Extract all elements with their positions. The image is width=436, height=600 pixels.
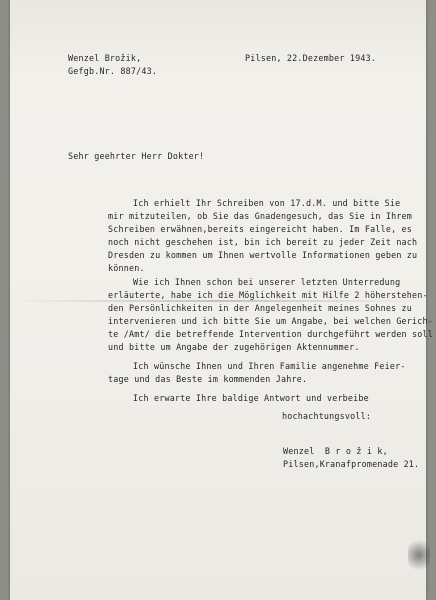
paper-fold xyxy=(10,300,426,302)
signature-name: Wenzel B r o ž i k, xyxy=(283,446,388,456)
body-line: Ich erhielt Ihr Schreiben von 17.d.M. und bitte Sie xyxy=(133,198,401,208)
closing: hochachtungsvoll: xyxy=(282,411,372,421)
salutation: Sehr geehrter Herr Dokter! xyxy=(68,151,205,161)
letter-sheet xyxy=(10,0,426,600)
place-date: Pilsen, 22.Dezember 1943. xyxy=(245,53,377,63)
body-line: Ich wünsche Ihnen und Ihren Familie angenehme Feier- xyxy=(133,361,406,371)
body-line: Dresden zu kommen um Ihnen wertvolle Informationen geben zu xyxy=(108,250,418,260)
body-line: erläuterte, habe ich die Möglichkeit mit Hilfe 2 höherstehen- xyxy=(108,290,428,300)
body-line: intervenieren und ich bitte Sie um Angabe, bei welchen Gerich- xyxy=(108,316,434,326)
sender-name: Wenzel Brožik, xyxy=(68,53,142,63)
body-line: können. xyxy=(108,263,145,273)
body-line: Ich erwarte Ihre baldige Antwort und verbeibe xyxy=(133,393,369,403)
signature-address: Pilsen,Kranafpromenade 21. xyxy=(283,459,420,469)
sender-reference: Gefgb.Nr. 887/43. xyxy=(68,66,158,76)
body-line: den Persönlichkeiten in der Angelegenheit meines Sohnes zu xyxy=(108,303,413,313)
body-line: und bitte um Angabe der zugehörigen Aktennummer. xyxy=(108,342,360,352)
body-line: Schreiben erwähnen,bereits eingereicht haben. Im Falle, es xyxy=(108,224,413,234)
body-line: te /Amt/ die betreffende Intervention durchgeführt werden soll xyxy=(108,329,434,339)
body-line: mir mitzuteilen, ob Sie das Gnadengesuch, das Sie in Ihrem xyxy=(108,211,413,221)
body-line: tage und das Beste im kommenden Jahre. xyxy=(108,374,308,384)
body-line: noch nicht geschehen ist, bin ich bereit zu jeder Zeit nach xyxy=(108,237,418,247)
ink-stain xyxy=(408,536,430,574)
body-line: Wie ich Ihnen schon bei unserer letzten Unterredung xyxy=(133,277,401,287)
